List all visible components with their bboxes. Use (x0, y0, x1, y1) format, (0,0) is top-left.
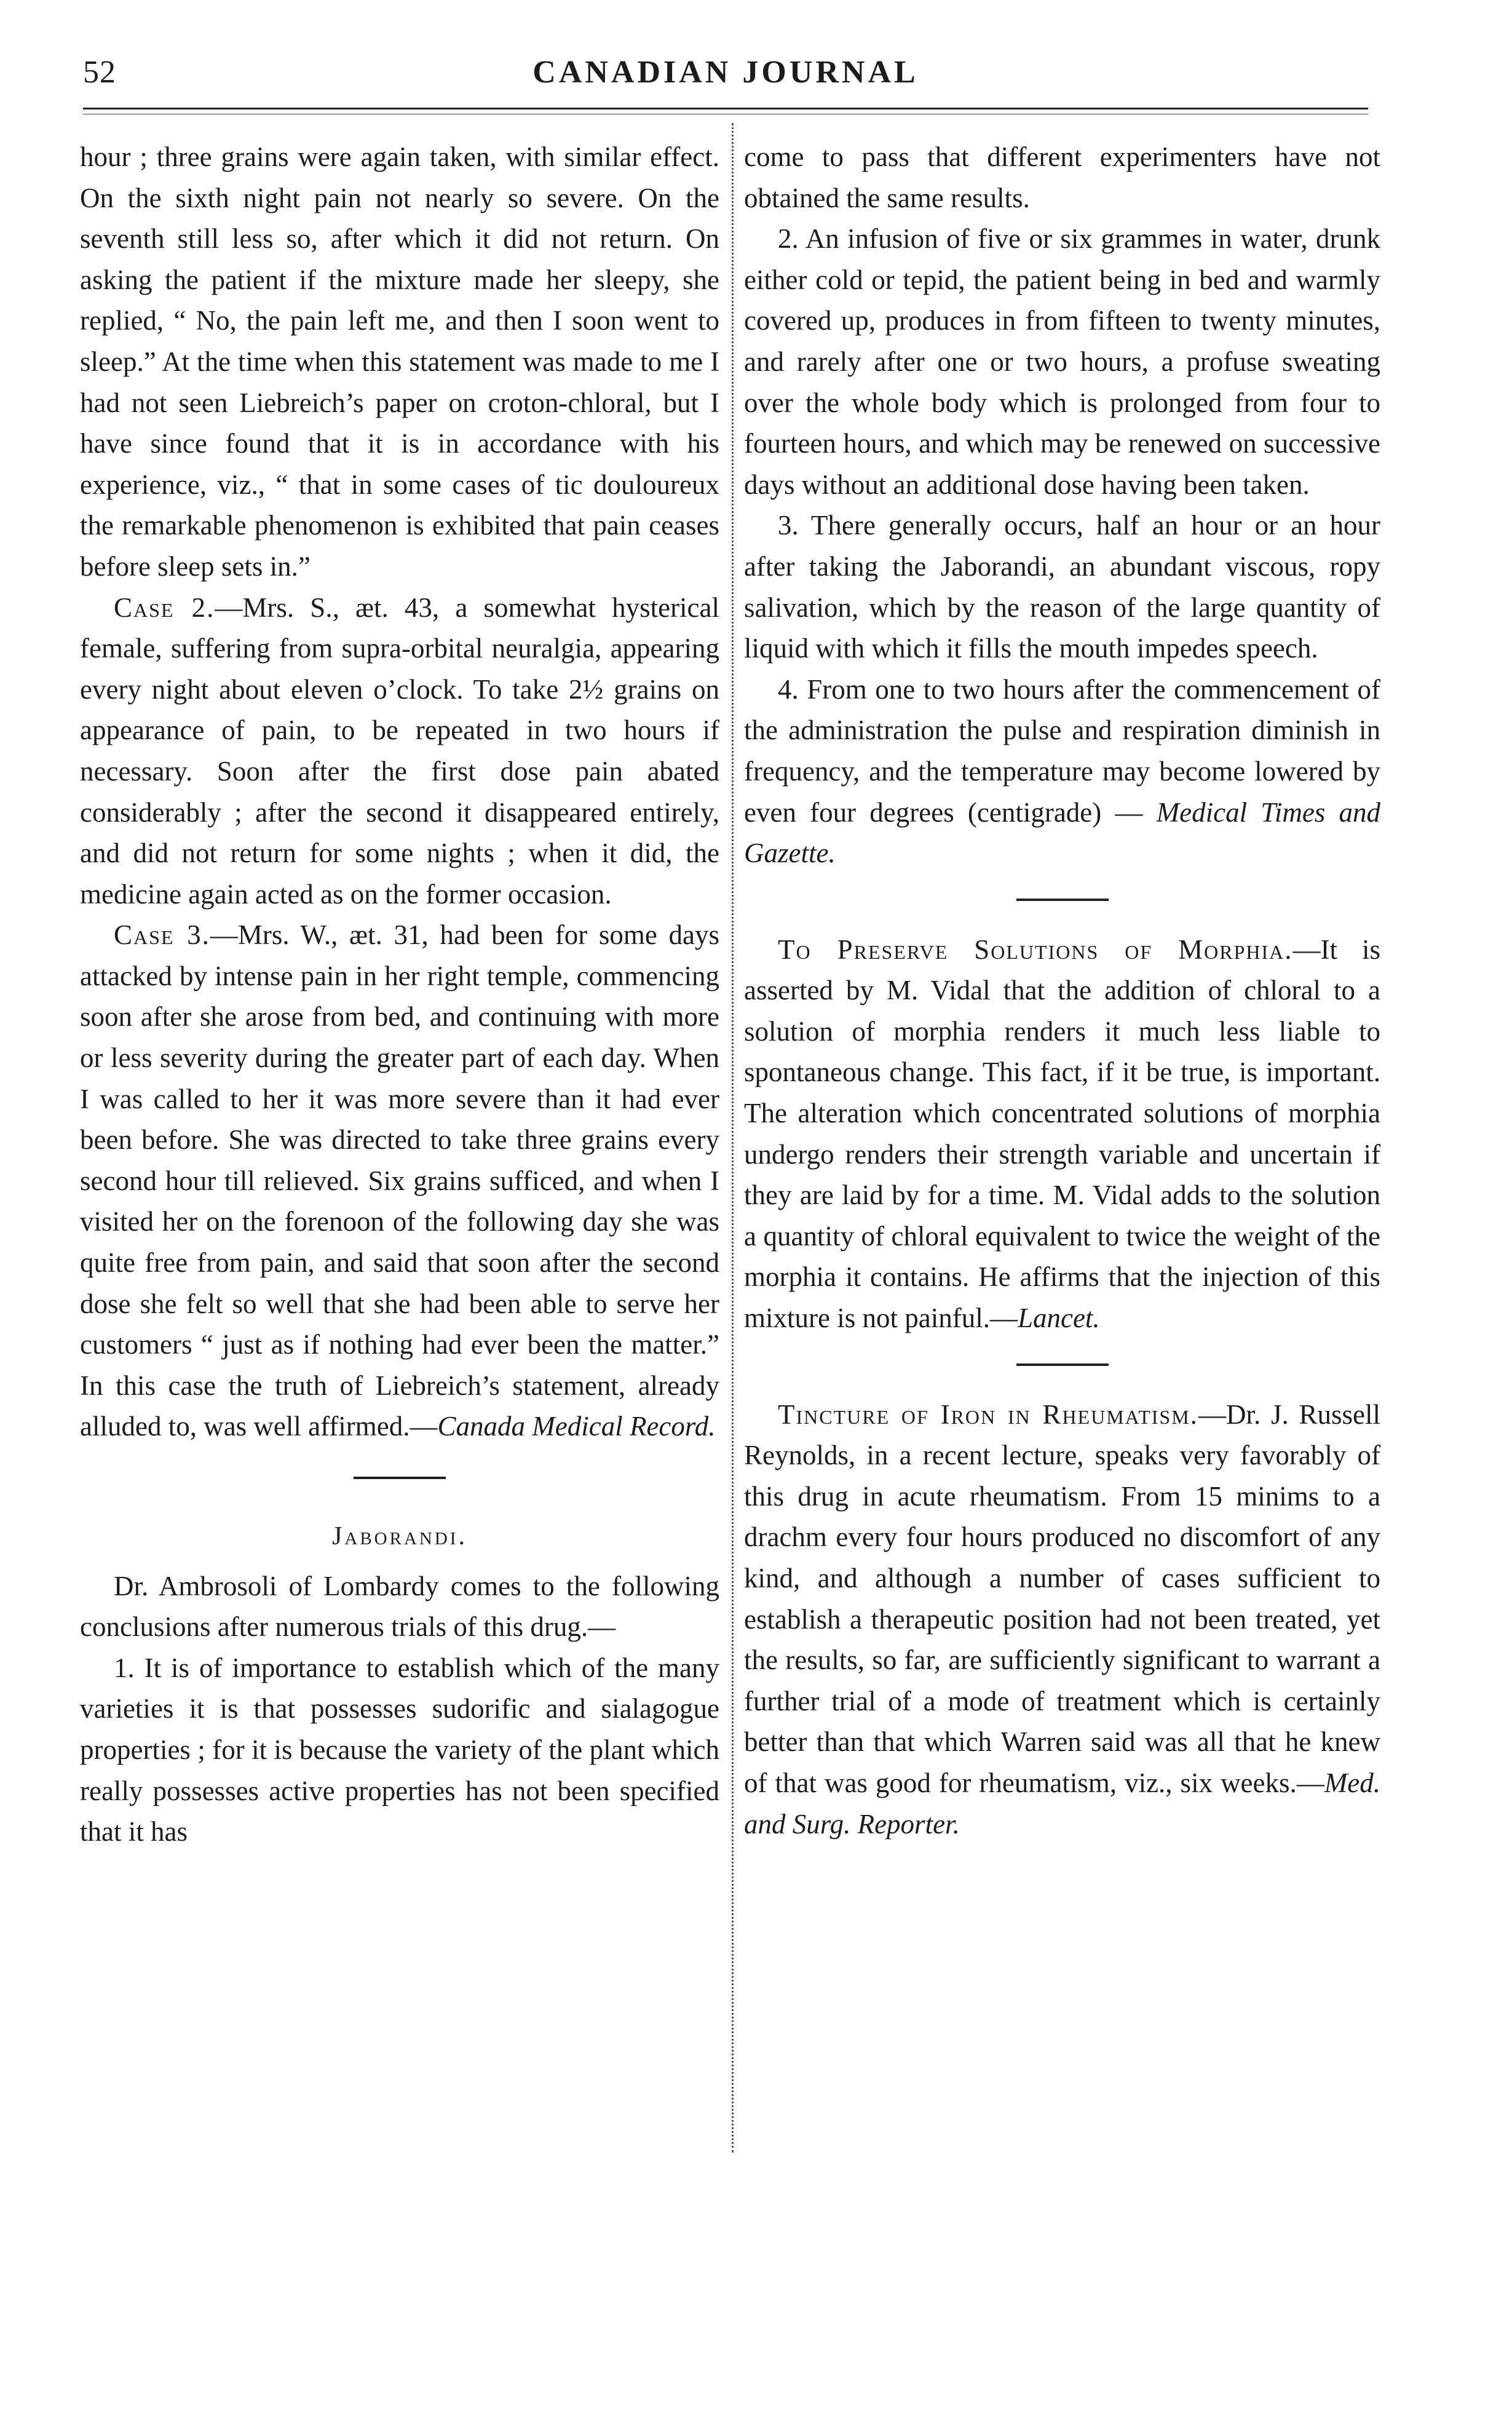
header-rule (83, 108, 1368, 109)
jaborandi-point-1: 1. It is of importance to establish which of the many varieties it is that possesses sudorific and sialagogue properties ; for it is because the variety of the plant which really possesses active properties has not been specified that it has (80, 1652, 719, 1847)
journal-title: CANADIAN JOURNAL (532, 55, 919, 90)
section-separator (354, 1477, 446, 1479)
section-separator (1016, 1363, 1109, 1366)
morphia-text: —It is asserted by M. Vidal that the addition of chloral to a solution of morphia renders it much less liable to spontaneous change. This fact, if it be true, is important. The alteration which concentrated solutions of morphia undergo renders their strength variable and uncertain if they are laid by for a time. M. Vidal adds to the solution a quantity of chloral equivalent to twice the weight of the morphia it contains. He affirms that the injection of this mixture is not painful.— (744, 934, 1380, 1334)
iron-text: —Dr. J. Russell Reynolds, in a recent lecture, speaks very favorably of this drug in acute rheumatism. From 15 minims to a drachm every four hours produced no discomfort of any kind, and although a number of cases sufficient to establish a therapeutic position had not been treated, yet the results, so far, are sufficiently significant to warrant a further trial of a mode of treatment which is certainly better than that which Warren said was all that he knew of that was good for rheumatism, viz., six weeks.— (744, 1399, 1380, 1798)
morphia-source: Lancet. (1017, 1303, 1100, 1334)
left-column (80, 137, 719, 1852)
jaborandi-intro: Dr. Ambrosoli of Lombardy comes to the following conclusions after numerous trials of this drug.— (80, 1570, 719, 1643)
jaborandi-point-1-continuation: come to pass that different experimenters have not obtained the same results. (744, 141, 1380, 213)
case3-paragraph (80, 915, 719, 1447)
point4-text: 4. From one to two hours after the commencement of the administration the pulse and respiration diminish in frequency, and the temperature may become lowered by even four degrees (centigrade) — (744, 673, 1380, 828)
jaborandi-heading: Jaborandi. (332, 1522, 467, 1550)
iron-source: Med. and Surg. Reporter. (744, 1767, 1380, 1839)
right-column (744, 137, 1380, 1844)
jaborandi-point-4 (744, 669, 1380, 874)
point4-source: Medical Times and Gazette. (744, 796, 1381, 869)
page-header (83, 49, 1368, 98)
section-separator (1016, 899, 1109, 901)
case2-text: —Mrs. S., æt. 43, a somewhat hysterical female, suffering from supra-orbital neuralgia, appearing every night about eleven o’clock. To take 2½ grains on appearance of pain, to be repeated in two hours if necessary. Soon after the first dose pain abated considerably ; after the second it disappeared entirely, and did not return for some nights ; when it did, the medicine again acted as on the former occasion. (80, 592, 720, 910)
case3-label: Case 3. (114, 919, 210, 951)
iron-paragraph (744, 1394, 1380, 1845)
case1-continuation: hour ; three grains were again taken, with similar effect. On the sixth night pain not nearly so severe. On the seventh still less so, after which it did not return. On asking the patient if the mixture made her sleepy, she replied, “ No, the pain left me, and then I soon went to sleep.” At the time when this statement was made to me I had not seen Liebreich’s paper on croton-chloral, but I have since found that it is in accordance with his experience, viz., “ that in some cases of tic douloureux the remarkable phenomenon is exhibited that pain ceases before sleep sets in.” (80, 141, 719, 582)
page-number: 52 (83, 55, 116, 90)
case3-text: —Mrs. W., æt. 31, had been for some days attacked by intense pain in her right temple, commencing soon after she arose from bed, and continuing with more or less severity during the greater part of each day. When I was called to her it was more severe than it had ever been before. She was directed to take three grains every second hour till relieved. Six grains sufficed, and when I visited her on the forenoon of the following day she was quite free from pain, and said that soon after the second dose she felt so well that she had been able to serve her customers “ just as if nothing had ever been the matter.” In this case the truth of Liebreich’s statement, already alluded to, was well affirmed.— (80, 919, 720, 1442)
iron-heading: Tincture of Iron in Rheumatism. (778, 1399, 1198, 1430)
case3-source: Canada Medical Record. (437, 1411, 716, 1442)
morphia-heading: To Preserve Solutions of Morphia. (778, 934, 1293, 965)
case2-paragraph (80, 587, 719, 915)
case2-label: Case 2. (114, 592, 215, 623)
jaborandi-point-2: 2. An infusion of five or six grammes in water, drunk either cold or tepid, the patient being in bed and warmly covered up, produces in from fifteen to twenty minutes, and rarely after one or two hours, a profuse sweating over the whole body which is prolonged from four to fourteen hours, and which may be renewed on successive days without an additional dose having been taken. (744, 223, 1380, 500)
column-divider (732, 123, 734, 2153)
morphia-paragraph (744, 929, 1380, 1339)
jaborandi-point-3: 3. There generally occurs, half an hour or an hour after taking the Jaborandi, an abundant viscous, ropy salivation, which by the reason of the large quantity of liquid with which it fills the mouth impedes speech. (744, 510, 1380, 664)
